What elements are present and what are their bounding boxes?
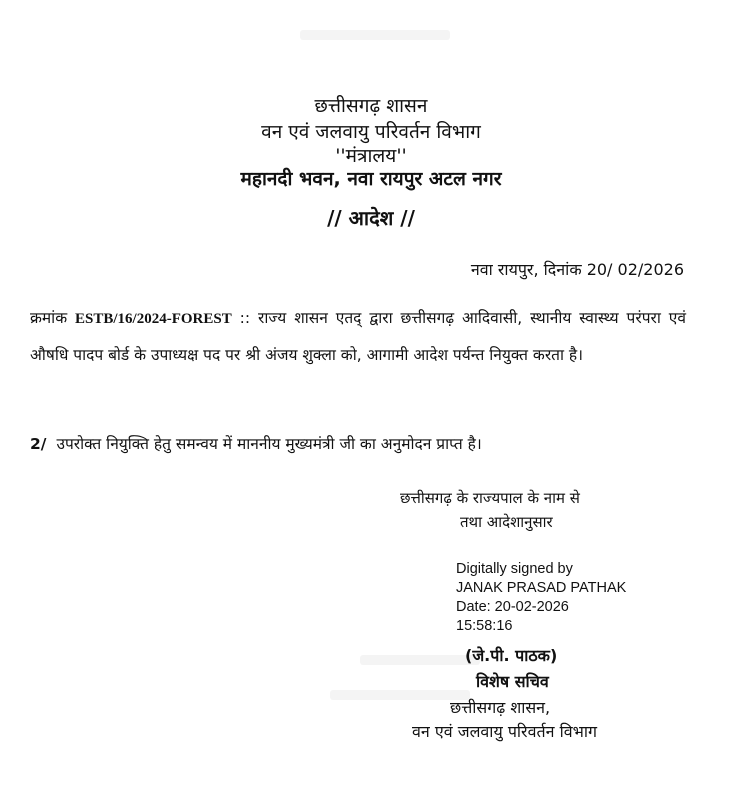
signature-date: Date: 20-02-2026 bbox=[456, 599, 569, 615]
government-name: छत्तीसगढ़ शासन bbox=[314, 95, 428, 117]
paragraph-number: 2/ bbox=[30, 435, 47, 453]
office-address: महानदी भवन, नवा रायपुर अटल नगर bbox=[240, 168, 502, 190]
order-paragraph-2 bbox=[30, 426, 686, 462]
order-date: नवा रायपुर, दिनांक 20/ 02/2026 bbox=[470, 260, 684, 279]
order-paragraph-1 bbox=[30, 300, 686, 373]
order-title: // आदेश // bbox=[327, 206, 415, 230]
signature-label: Digitally signed by bbox=[456, 561, 573, 577]
signer-name: JANAK PRASAD PATHAK bbox=[456, 580, 627, 596]
signature-time: 15:58:16 bbox=[456, 618, 513, 634]
department-name: वन एवं जलवायु परिवर्तन विभाग bbox=[261, 121, 481, 143]
governor-line-1: छत्तीसगढ़ के राज्यपाल के नाम से bbox=[400, 489, 580, 507]
order-reference-number: ESTB/16/2024-FOREST bbox=[75, 311, 232, 327]
ministry-name: ''मंत्रालय'' bbox=[335, 145, 407, 167]
signatory-department: वन एवं जलवायु परिवर्तन विभाग bbox=[412, 722, 598, 741]
order-paragraph-2-text: उपरोक्त नियुक्ति हेतु समन्वय में माननीय मुख्यमंत्री जी का अनुमोदन प्राप्त है। bbox=[56, 435, 482, 453]
signatory-designation: विशेष सचिव bbox=[476, 672, 549, 691]
show-through-mark bbox=[300, 30, 450, 40]
digital-signature bbox=[456, 560, 716, 636]
governor-line-2: तथा आदेशानुसार bbox=[460, 513, 553, 531]
signatory-government: छत्तीसगढ़ शासन, bbox=[450, 698, 551, 717]
order-number-label: क्रमांक bbox=[30, 309, 76, 327]
show-through-mark bbox=[330, 690, 470, 700]
signatory-name: (जे.पी. पाठक) bbox=[465, 646, 558, 665]
order-paragraph-1-text: :: राज्य शासन एतद् द्वारा छत्तीसगढ़ आदिवासी, स्थानीय स्वास्थ्य परंपरा एवं औषधि पादप बोर्ड के उपाध्यक्ष पद पर श्री अंजय शुक्ला को, आगामी आदेश पर्यन्त नियुक्त करता है। bbox=[30, 309, 686, 364]
governor-authority bbox=[400, 486, 700, 534]
show-through-mark bbox=[360, 655, 480, 665]
